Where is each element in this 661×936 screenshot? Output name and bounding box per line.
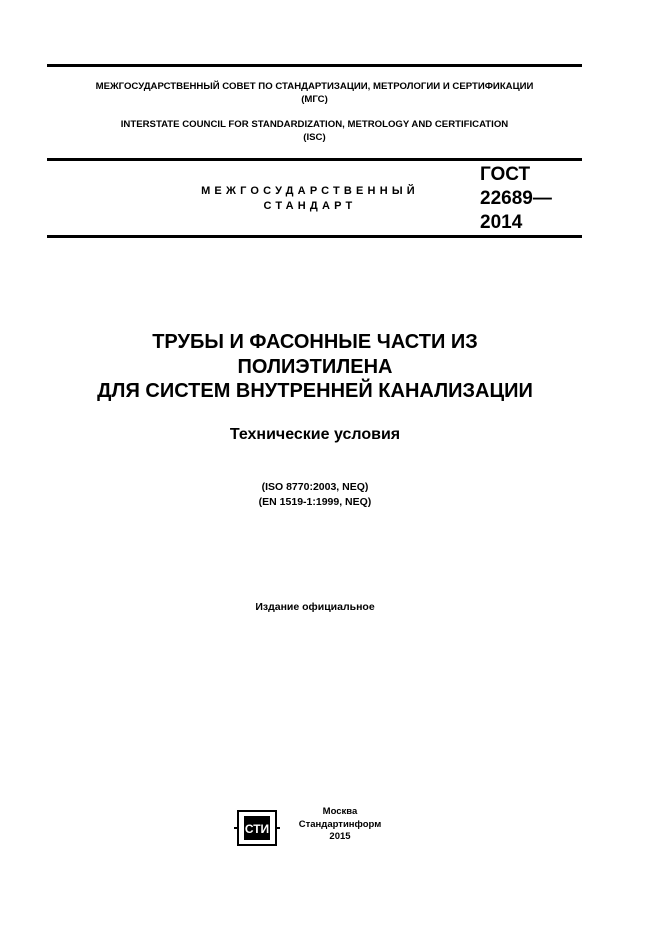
reference-en: (EN 1519-1:1999, NEQ)	[258, 496, 372, 508]
publisher-block	[285, 806, 395, 844]
logo-lettering: СТИ	[244, 822, 270, 836]
council-name-en	[47, 118, 582, 144]
title-line3: ДЛЯ СИСТЕМ ВНУТРЕННЕЙ КАНАЛИЗАЦИИ	[97, 380, 533, 402]
standard-code-line3: 2014	[480, 212, 523, 233]
standard-type-line2: СТАНДАРТ	[263, 200, 357, 212]
council-name-ru	[47, 80, 582, 106]
middle-rule	[47, 158, 582, 161]
international-references	[40, 480, 590, 510]
bottom-rule	[47, 235, 582, 238]
publisher-city: Москва	[322, 806, 358, 817]
edition-label: Издание официальное	[255, 601, 375, 613]
council-ru-abbr: (МГС)	[301, 94, 328, 105]
council-en-line1: INTERSTATE COUNCIL FOR STANDARDIZATION, METROLOGY AND CERTIFICATION	[120, 119, 509, 130]
council-ru-line1: МЕЖГОСУДАРСТВЕННЫЙ СОВЕТ ПО СТАНДАРТИЗАЦИИ, МЕТРОЛОГИИ И СЕРТИФИКАЦИИ	[95, 81, 534, 92]
council-en-abbr: (ISC)	[303, 132, 326, 143]
document-title	[40, 330, 590, 404]
top-rule	[47, 64, 582, 67]
publisher-year: 2015	[329, 831, 351, 842]
title-line2: ПОЛИЭТИЛЕНА	[237, 355, 393, 378]
title-line1: ТРУБЫ И ФАСОННЫЕ ЧАСТИ ИЗ	[152, 331, 478, 353]
standard-type-line1: МЕЖГОСУДАРСТВЕННЫЙ	[201, 185, 419, 197]
document-subtitle: Технические условия	[229, 426, 401, 443]
standard-type	[170, 184, 450, 214]
publisher-name: Стандартинформ	[298, 818, 382, 830]
standard-code-line2: 22689—	[480, 188, 552, 209]
standard-code	[480, 163, 580, 235]
standartinform-logo-icon	[232, 808, 282, 848]
standard-code-line1: ГОСТ	[480, 164, 531, 185]
reference-iso: (ISO 8770:2003, NEQ)	[261, 481, 369, 493]
